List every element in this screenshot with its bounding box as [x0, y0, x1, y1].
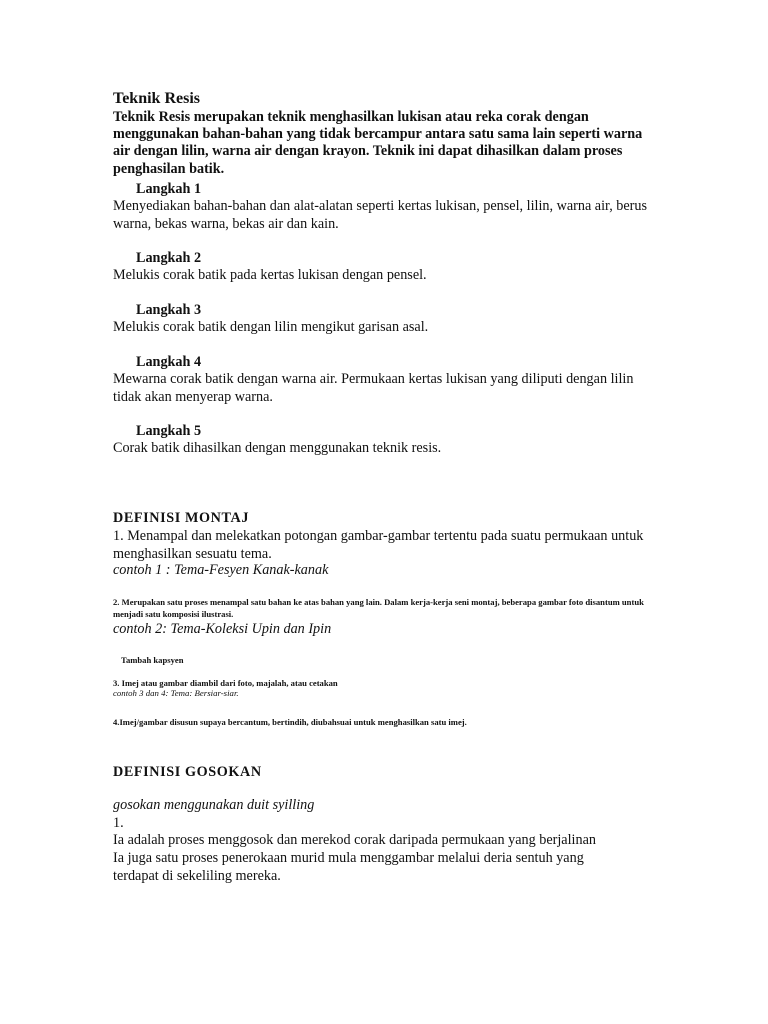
step-5-heading: Langkah 5	[136, 423, 202, 439]
step-1-heading: Langkah 1	[136, 181, 202, 197]
montaj-example-2: contoh 2: Tema-Koleksi Upin dan Ipin	[113, 621, 332, 637]
gosokan-example: gosokan menggunakan duit syilling	[113, 797, 315, 813]
step-4-text: Mewarna corak batik dengan warna air. Permukaan kertas lukisan yang diliputi dengan lilin tidak akan menyerap warna.	[113, 371, 634, 405]
montaj-definition-1: 1. Menampal dan melekatkan potongan gambar-gambar tertentu pada suatu permukaan untuk menghasilkan sesuatu tema.	[113, 528, 644, 562]
resis-intro: Teknik Resis merupakan teknik menghasilkan lukisan atau reka corak dengan menggunakan bahan-bahan yang tidak bercampur antara satu sama lain seperti warna air dengan lilin, warna air dengan krayon. Teknik ini dapat dihasilkan dalam proses penghasilan batik.	[113, 109, 643, 177]
step-2-text: Melukis corak batik pada kertas lukisan dengan pensel.	[113, 267, 427, 283]
step-3-heading: Langkah 3	[136, 302, 202, 318]
resis-title: Teknik Resis	[113, 90, 200, 107]
step-3-text: Melukis corak batik dengan lilin mengikut garisan asal.	[113, 319, 429, 335]
montaj-heading: DEFINISI MONTAJ	[113, 510, 250, 526]
montaj-definition-4: 4.Imej/gambar disusun supaya bercantum, bertindih, diubahsuai untuk menghasilkan satu imej.	[113, 717, 467, 727]
gosokan-number: 1.	[113, 815, 124, 831]
gosokan-line-1: Ia adalah proses menggosok dan merekod corak daripada permukaan yang berjalinan	[113, 832, 596, 848]
montaj-definition-2: 2. Merupakan satu proses menampal satu bahan ke atas bahan yang lain. Dalam kerja-kerja seni montaj, beberapa gambar foto disantum untuk menjadi satu komposisi ilustrasi.	[113, 597, 644, 619]
montaj-example-3: contoh 3 dan 4: Tema: Bersiar-siar.	[113, 688, 239, 698]
step-1-text: Menyediakan bahan-bahan dan alat-alatan seperti kertas lukisan, pensel, lilin, warna air, berus warna, bekas warna, bekas air dan kain.	[113, 198, 648, 232]
montaj-definition-3: 3. Imej atau gambar diambil dari foto, majalah, atau cetakan	[113, 678, 338, 688]
montaj-example-1: contoh 1 : Tema-Fesyen Kanak-kanak	[113, 562, 329, 578]
step-2-heading: Langkah 2	[136, 250, 202, 266]
step-5-text: Corak batik dihasilkan dengan menggunakan teknik resis.	[113, 440, 442, 456]
gosokan-line-2: Ia juga satu proses penerokaan murid mula menggambar melalui deria sentuh yang terdapat di sekeliling mereka.	[113, 850, 584, 884]
gosokan-heading: DEFINISI GOSOKAN	[113, 764, 262, 780]
image-caption: Tambah kapsyen	[121, 655, 184, 665]
step-4-heading: Langkah 4	[136, 354, 202, 370]
